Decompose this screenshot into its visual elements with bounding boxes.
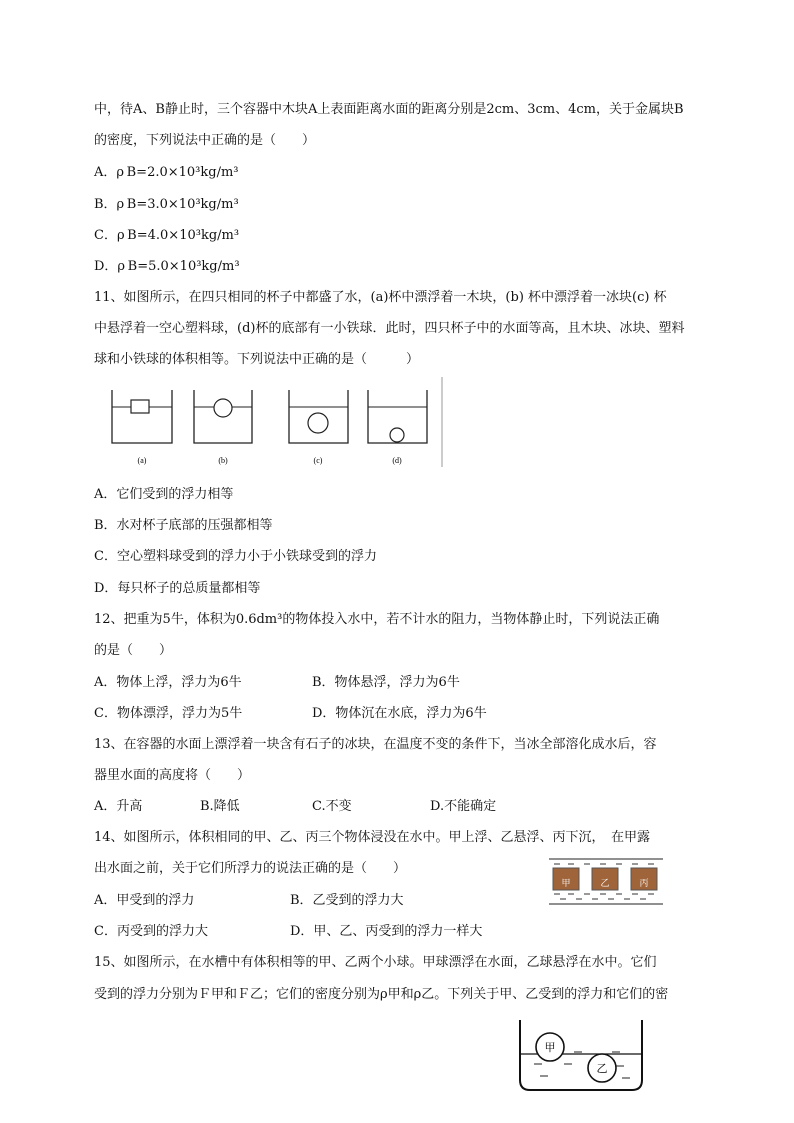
- block-bing: [631, 868, 657, 890]
- cup-a-label: (a): [137, 456, 147, 465]
- ice-ball: [214, 399, 232, 417]
- ball-jia-label: 甲: [544, 1042, 556, 1054]
- q12-option-a: A．物体上浮，浮力为6牛: [94, 675, 242, 690]
- q12-option-d: D．物体沉在水底，浮力为6牛: [312, 706, 487, 721]
- block-jia: [553, 868, 579, 890]
- q11-option-b: B．水对杯子底部的压强都相等: [94, 518, 273, 533]
- q14-option-a: A．甲受到的浮力: [94, 893, 195, 908]
- q12-text-line2: 的是（ ）: [94, 643, 173, 658]
- q15-text-line2: 受到的浮力分别为Ｆ甲和Ｆ乙；它们的密度分别为ρ甲和ρ乙。下列关于甲、乙受到的浮力和它们的密: [94, 987, 669, 1002]
- q12-text-line1: 12、把重为5牛，体积为0.6dm³的物体投入水中，若不计水的阻力，当物体静止时，下列说法正确: [94, 612, 660, 627]
- cup-b: [194, 390, 252, 465]
- cup-b-label: (b): [218, 456, 228, 465]
- cup-c-label: (c): [313, 456, 323, 465]
- q13-option-c: C.不变: [312, 799, 352, 814]
- q13-text-line1: 13、在容器的水面上漂浮着一块含有石子的冰块，在温度不变的条件下，当冰全部溶化成水后，容: [94, 737, 657, 752]
- q10-text-line2: 的密度，下列说法中正确的是（ ）: [94, 133, 316, 148]
- q13-option-b: B.降低: [200, 799, 240, 814]
- plastic-ball: [308, 413, 328, 433]
- q10-text-line1: 中，待A、B静止时，三个容器中木块A上表面距离水面的距离分别是2cm、3cm、4cm，关于金属块B: [94, 102, 684, 117]
- q11-text-line3: 球和小铁球的体积相等。下列说法中正确的是（ ）: [94, 352, 420, 367]
- q10-option-b: B．ρ B=3.0×10³kg/m³: [94, 197, 239, 212]
- q15-text-line1: 15、如图所示，在水槽中有体积相等的甲、乙两个小球。甲球漂浮在水面，乙球悬浮在水中。它们: [94, 955, 657, 970]
- block-bing-label: 丙: [639, 878, 649, 888]
- q11-text-line1: 11、如图所示，在四只相同的杯子中都盛了水，(a)杯中漂浮着一木块，(b) 杯中漂浮着一冰块(c) 杯: [94, 290, 667, 305]
- q15-tank-figure: [512, 1016, 650, 1096]
- q11-cups-figure: [100, 375, 450, 470]
- q14-option-d: D．甲、乙、丙受到的浮力一样大: [290, 924, 483, 939]
- q11-option-a: A．它们受到的浮力相等: [94, 487, 234, 502]
- cup-c: [289, 390, 348, 465]
- cup-d-label: (d): [392, 456, 402, 465]
- q13-text-line2: 器里水面的高度将（ ）: [94, 768, 251, 783]
- q14-text-line2: 出水面之前，关于它们所浮力的说法正确的是（ ）: [94, 861, 407, 876]
- q14-blocks-figure: [546, 856, 666, 908]
- cup-d: [368, 390, 427, 465]
- block-jia-label: 甲: [561, 878, 571, 888]
- q11-option-d: D．每只杯子的总质量都相等: [94, 581, 261, 596]
- q14-text-line1: 14、如图所示，体积相同的甲、乙、丙三个物体浸没在水中。甲上浮、乙悬浮、丙下沉， 在甲露: [94, 830, 651, 845]
- q13-option-a: A．升高: [94, 799, 143, 814]
- q11-option-c: C．空心塑料球受到的浮力小于小铁球受到的浮力: [94, 549, 377, 564]
- ball-yi: [588, 1054, 616, 1082]
- q14-option-c: C．丙受到的浮力大: [94, 924, 208, 939]
- q10-option-c: C．ρ B=4.0×10³kg/m³: [94, 228, 240, 243]
- iron-ball: [390, 428, 404, 442]
- wood-block: [131, 400, 149, 413]
- block-yi-label: 乙: [600, 878, 610, 888]
- ball-yi-label: 乙: [596, 1063, 608, 1075]
- q10-option-d: D．ρ B=5.0×10³kg/m³: [94, 259, 240, 274]
- q10-option-a: A．ρ B=2.0×10³kg/m³: [94, 165, 239, 180]
- cup-a: [112, 390, 172, 465]
- q14-option-b: B．乙受到的浮力大: [290, 893, 404, 908]
- q13-option-d: D.不能确定: [430, 799, 497, 814]
- block-yi: [592, 868, 618, 890]
- q11-text-line2: 中悬浮着一空心塑料球，(d)杯的底部有一小铁球．此时，四只杯子中的水面等高，且木块、冰块、塑料: [94, 321, 685, 336]
- q12-option-b: B．物体悬浮，浮力为6牛: [312, 675, 460, 690]
- q12-option-c: C．物体漂浮，浮力为5牛: [94, 706, 243, 721]
- ball-jia: [536, 1033, 564, 1061]
